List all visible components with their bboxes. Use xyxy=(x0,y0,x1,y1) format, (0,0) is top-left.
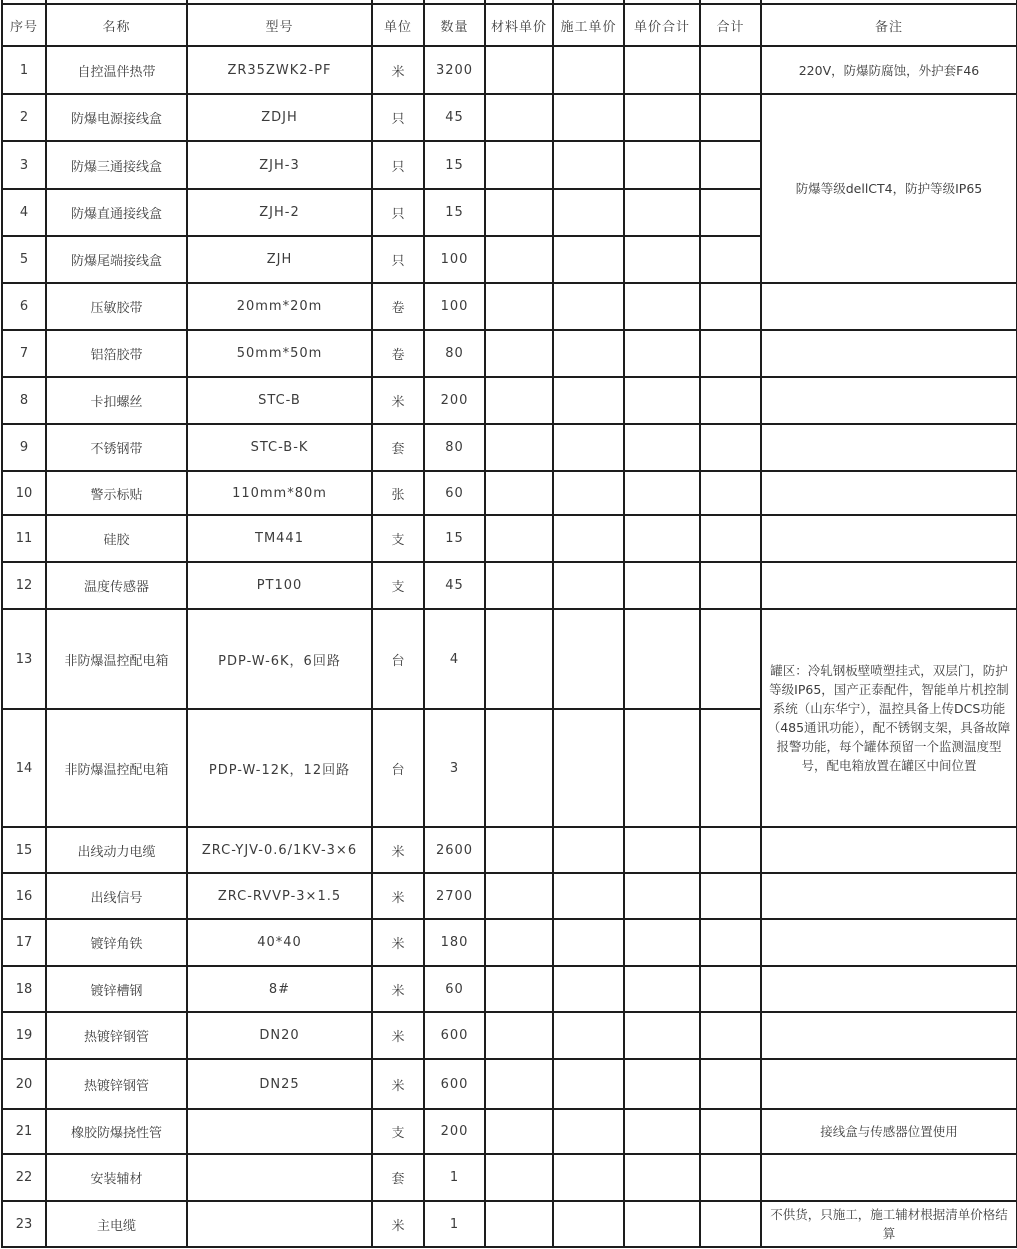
cell-material-price xyxy=(485,919,553,966)
header-total: 合计 xyxy=(700,4,761,46)
cell-remark xyxy=(761,515,1017,562)
cell-remark xyxy=(761,1012,1017,1059)
cell-material-price xyxy=(485,609,553,709)
table-row xyxy=(2,919,1017,966)
cell-unit: 支 xyxy=(372,1109,424,1154)
cell-name: 出线动力电缆 xyxy=(46,827,187,873)
cell-name: 自控温伴热带 xyxy=(46,46,187,94)
header-material-price: 材料单价 xyxy=(485,4,553,46)
cell-name: 镀锌角铁 xyxy=(46,919,187,966)
cell-model: STC-B-K xyxy=(187,424,372,471)
cell-qty: 600 xyxy=(424,1012,485,1059)
cell-unit: 只 xyxy=(372,236,424,283)
table-row xyxy=(2,1154,1017,1201)
cell-model: PDP-W-6K，6回路 xyxy=(187,609,372,709)
cell-construction-price xyxy=(553,94,624,141)
cell-no: 18 xyxy=(2,966,46,1012)
cell-unit: 套 xyxy=(372,424,424,471)
cell-name: 硅胶 xyxy=(46,515,187,562)
cell-material-price xyxy=(485,873,553,919)
cell-unit: 米 xyxy=(372,1059,424,1109)
cell-price-sum xyxy=(624,1201,700,1247)
cell-price-sum xyxy=(624,1059,700,1109)
cell-price-sum xyxy=(624,562,700,609)
cell-construction-price xyxy=(553,189,624,236)
cell-model xyxy=(187,1109,372,1154)
table-row xyxy=(2,1201,1017,1247)
cell-model: 20mm*20m xyxy=(187,283,372,330)
cell-construction-price xyxy=(553,966,624,1012)
cell-name: 防爆电源接线盒 xyxy=(46,94,187,141)
cell-no: 20 xyxy=(2,1059,46,1109)
cell-construction-price xyxy=(553,377,624,424)
cell-qty: 1 xyxy=(424,1201,485,1247)
cell-material-price xyxy=(485,189,553,236)
cell-material-price xyxy=(485,471,553,515)
table-row xyxy=(2,966,1017,1012)
cell-unit: 套 xyxy=(372,1154,424,1201)
cell-total xyxy=(700,1012,761,1059)
cell-unit: 米 xyxy=(372,377,424,424)
cell-unit: 卷 xyxy=(372,283,424,330)
cell-price-sum xyxy=(624,966,700,1012)
cell-remark: 防爆等级dellCT4，防护等级IP65 xyxy=(761,94,1017,283)
cell-qty: 80 xyxy=(424,424,485,471)
cell-unit: 卷 xyxy=(372,330,424,377)
header-unit: 单位 xyxy=(372,4,424,46)
cell-construction-price xyxy=(553,1109,624,1154)
cell-total xyxy=(700,424,761,471)
cell-name: 不锈钢带 xyxy=(46,424,187,471)
cell-remark: 不供货，只施工，施工辅材根据清单价格结算 xyxy=(761,1201,1017,1247)
cell-material-price xyxy=(485,236,553,283)
cell-unit: 米 xyxy=(372,873,424,919)
cell-material-price xyxy=(485,709,553,827)
cell-no: 9 xyxy=(2,424,46,471)
cell-qty: 15 xyxy=(424,141,485,189)
cell-model: DN25 xyxy=(187,1059,372,1109)
cell-no: 23 xyxy=(2,1201,46,1247)
header-price-sum: 单价合计 xyxy=(624,4,700,46)
cell-name: 安装辅材 xyxy=(46,1154,187,1201)
cell-construction-price xyxy=(553,1201,624,1247)
cell-total xyxy=(700,1059,761,1109)
cell-no: 10 xyxy=(2,471,46,515)
cell-construction-price xyxy=(553,46,624,94)
cell-qty: 15 xyxy=(424,189,485,236)
cell-unit: 支 xyxy=(372,562,424,609)
cell-total xyxy=(700,562,761,609)
cell-material-price xyxy=(485,562,553,609)
cell-construction-price xyxy=(553,1059,624,1109)
cell-total xyxy=(700,966,761,1012)
cell-material-price xyxy=(485,141,553,189)
cell-material-price xyxy=(485,1154,553,1201)
cell-remark xyxy=(761,283,1017,330)
cell-material-price xyxy=(485,46,553,94)
cell-price-sum xyxy=(624,827,700,873)
cell-price-sum xyxy=(624,609,700,709)
cell-total xyxy=(700,471,761,515)
cell-construction-price xyxy=(553,609,624,709)
cell-name: 出线信号 xyxy=(46,873,187,919)
cell-name: 橡胶防爆挠性管 xyxy=(46,1109,187,1154)
cell-price-sum xyxy=(624,1154,700,1201)
cell-model: TM441 xyxy=(187,515,372,562)
cell-price-sum xyxy=(624,94,700,141)
cell-no: 14 xyxy=(2,709,46,827)
cell-no: 4 xyxy=(2,189,46,236)
cell-unit: 支 xyxy=(372,515,424,562)
cell-total xyxy=(700,609,761,709)
cell-qty: 80 xyxy=(424,330,485,377)
cell-price-sum xyxy=(624,1109,700,1154)
cell-total xyxy=(700,377,761,424)
cell-qty: 15 xyxy=(424,515,485,562)
cell-construction-price xyxy=(553,141,624,189)
cell-material-price xyxy=(485,827,553,873)
cell-remark xyxy=(761,377,1017,424)
cell-name: 防爆直通接线盒 xyxy=(46,189,187,236)
cell-price-sum xyxy=(624,377,700,424)
cell-model: ZR35ZWK2-PF xyxy=(187,46,372,94)
cell-remark xyxy=(761,873,1017,919)
cell-qty: 600 xyxy=(424,1059,485,1109)
cell-no: 21 xyxy=(2,1109,46,1154)
cell-construction-price xyxy=(553,424,624,471)
cell-qty: 3 xyxy=(424,709,485,827)
cell-no: 19 xyxy=(2,1012,46,1059)
cell-no: 8 xyxy=(2,377,46,424)
cell-material-price xyxy=(485,1012,553,1059)
table-row xyxy=(2,609,1017,709)
table-row xyxy=(2,827,1017,873)
cell-model: ZJH xyxy=(187,236,372,283)
cell-remark xyxy=(761,1059,1017,1109)
cell-construction-price xyxy=(553,283,624,330)
cell-no: 1 xyxy=(2,46,46,94)
cell-qty: 100 xyxy=(424,236,485,283)
cell-remark xyxy=(761,424,1017,471)
header-qty: 数量 xyxy=(424,4,485,46)
cell-no: 7 xyxy=(2,330,46,377)
cell-remark xyxy=(761,471,1017,515)
cell-qty: 45 xyxy=(424,562,485,609)
cell-name: 防爆尾端接线盒 xyxy=(46,236,187,283)
cell-remark xyxy=(761,562,1017,609)
cell-total xyxy=(700,189,761,236)
cell-price-sum xyxy=(624,330,700,377)
cell-name: 镀锌槽钢 xyxy=(46,966,187,1012)
cell-remark xyxy=(761,330,1017,377)
cell-name: 压敏胶带 xyxy=(46,283,187,330)
table-row xyxy=(2,424,1017,471)
table-row xyxy=(2,377,1017,424)
cell-total xyxy=(700,1201,761,1247)
cell-name: 防爆三通接线盒 xyxy=(46,141,187,189)
cell-model: 40*40 xyxy=(187,919,372,966)
table-row xyxy=(2,471,1017,515)
cell-unit: 只 xyxy=(372,189,424,236)
cell-price-sum xyxy=(624,46,700,94)
cell-qty: 200 xyxy=(424,377,485,424)
cell-unit: 米 xyxy=(372,1201,424,1247)
table-row xyxy=(2,873,1017,919)
cell-total xyxy=(700,330,761,377)
cell-material-price xyxy=(485,94,553,141)
cell-qty: 100 xyxy=(424,283,485,330)
cell-qty: 45 xyxy=(424,94,485,141)
cell-no: 13 xyxy=(2,609,46,709)
table-row xyxy=(2,1109,1017,1154)
cell-price-sum xyxy=(624,709,700,827)
cell-model: 110mm*80m xyxy=(187,471,372,515)
cell-material-price xyxy=(485,1059,553,1109)
cell-model: 50mm*50m xyxy=(187,330,372,377)
cell-remark xyxy=(761,919,1017,966)
cell-unit: 米 xyxy=(372,1012,424,1059)
cell-total xyxy=(700,1154,761,1201)
cell-model xyxy=(187,1201,372,1247)
table-row xyxy=(2,1012,1017,1059)
cell-price-sum xyxy=(624,471,700,515)
cell-model: ZJH-3 xyxy=(187,141,372,189)
cell-no: 6 xyxy=(2,283,46,330)
cell-price-sum xyxy=(624,873,700,919)
cell-unit: 米 xyxy=(372,919,424,966)
cell-total xyxy=(700,1109,761,1154)
cell-model: PT100 xyxy=(187,562,372,609)
cell-unit: 只 xyxy=(372,141,424,189)
table-row xyxy=(2,330,1017,377)
cell-construction-price xyxy=(553,1154,624,1201)
cell-unit: 台 xyxy=(372,609,424,709)
header-name: 名称 xyxy=(46,4,187,46)
cell-no: 12 xyxy=(2,562,46,609)
cell-construction-price xyxy=(553,1012,624,1059)
bill-of-materials-table xyxy=(1,0,1017,1248)
cell-name: 铝箔胶带 xyxy=(46,330,187,377)
cell-name: 热镀锌钢管 xyxy=(46,1012,187,1059)
cell-name: 非防爆温控配电箱 xyxy=(46,709,187,827)
cell-material-price xyxy=(485,330,553,377)
cell-total xyxy=(700,515,761,562)
cell-unit: 台 xyxy=(372,709,424,827)
cell-remark: 接线盒与传感器位置使用 xyxy=(761,1109,1017,1154)
cell-model: 8# xyxy=(187,966,372,1012)
cell-qty: 60 xyxy=(424,966,485,1012)
cell-construction-price xyxy=(553,709,624,827)
cell-material-price xyxy=(485,1201,553,1247)
cell-no: 2 xyxy=(2,94,46,141)
cell-price-sum xyxy=(624,919,700,966)
cell-qty: 2700 xyxy=(424,873,485,919)
cell-total xyxy=(700,873,761,919)
cell-model: ZJH-2 xyxy=(187,189,372,236)
table-head xyxy=(2,0,1017,46)
cell-material-price xyxy=(485,966,553,1012)
cell-model: ZDJH xyxy=(187,94,372,141)
cell-total xyxy=(700,709,761,827)
cell-construction-price xyxy=(553,330,624,377)
cell-qty: 60 xyxy=(424,471,485,515)
cell-construction-price xyxy=(553,919,624,966)
cell-no: 3 xyxy=(2,141,46,189)
cell-remark xyxy=(761,1154,1017,1201)
cell-remark: 220V，防爆防腐蚀，外护套F46 xyxy=(761,46,1017,94)
cell-construction-price xyxy=(553,515,624,562)
table-row xyxy=(2,562,1017,609)
cell-model: STC-B xyxy=(187,377,372,424)
table-row xyxy=(2,46,1017,94)
cell-total xyxy=(700,94,761,141)
header-construction-price: 施工单价 xyxy=(553,4,624,46)
cell-no: 11 xyxy=(2,515,46,562)
cell-price-sum xyxy=(624,515,700,562)
cell-qty: 4 xyxy=(424,609,485,709)
cell-construction-price xyxy=(553,562,624,609)
cell-name: 主电缆 xyxy=(46,1201,187,1247)
cell-price-sum xyxy=(624,1012,700,1059)
cell-price-sum xyxy=(624,283,700,330)
cell-no: 17 xyxy=(2,919,46,966)
cell-total xyxy=(700,919,761,966)
cell-construction-price xyxy=(553,236,624,283)
cell-qty: 1 xyxy=(424,1154,485,1201)
cell-name: 警示标贴 xyxy=(46,471,187,515)
table-row xyxy=(2,515,1017,562)
table-row xyxy=(2,283,1017,330)
cell-qty: 2600 xyxy=(424,827,485,873)
cell-construction-price xyxy=(553,873,624,919)
cell-price-sum xyxy=(624,236,700,283)
cell-unit: 米 xyxy=(372,46,424,94)
cell-model: ZRC-YJV-0.6/1KV-3×6 xyxy=(187,827,372,873)
cell-model: PDP-W-12K，12回路 xyxy=(187,709,372,827)
cell-total xyxy=(700,46,761,94)
cell-model: ZRC-RVVP-3×1.5 xyxy=(187,873,372,919)
cell-price-sum xyxy=(624,189,700,236)
cell-no: 5 xyxy=(2,236,46,283)
cell-model: DN20 xyxy=(187,1012,372,1059)
cell-name: 温度传感器 xyxy=(46,562,187,609)
cell-no: 22 xyxy=(2,1154,46,1201)
cell-price-sum xyxy=(624,141,700,189)
header-model: 型号 xyxy=(187,4,372,46)
cell-remark: 罐区：冷轧钢板壁喷塑挂式，双层门，防护等级IP65，国产正泰配件，智能单片机控制系统（山东华宁），温控具备上传DCS功能（485通讯功能），配不锈钢支架，具备故障报警功能，每个罐体预留一个监测温度型号，配电箱放置在罐区中间位置 xyxy=(761,609,1017,827)
cell-material-price xyxy=(485,515,553,562)
cell-remark xyxy=(761,827,1017,873)
cell-material-price xyxy=(485,424,553,471)
cell-total xyxy=(700,283,761,330)
table-body xyxy=(2,46,1017,1247)
table-row xyxy=(2,94,1017,141)
cell-material-price xyxy=(485,283,553,330)
cell-unit: 只 xyxy=(372,94,424,141)
cell-name: 卡扣螺丝 xyxy=(46,377,187,424)
cell-remark xyxy=(761,966,1017,1012)
cell-qty: 180 xyxy=(424,919,485,966)
header-no: 序号 xyxy=(2,4,46,46)
table-row xyxy=(2,1059,1017,1109)
cell-model xyxy=(187,1154,372,1201)
cell-total xyxy=(700,236,761,283)
cell-no: 16 xyxy=(2,873,46,919)
cell-material-price xyxy=(485,1109,553,1154)
cell-total xyxy=(700,141,761,189)
cell-qty: 3200 xyxy=(424,46,485,94)
cell-construction-price xyxy=(553,827,624,873)
cell-name: 热镀锌钢管 xyxy=(46,1059,187,1109)
cell-unit: 米 xyxy=(372,966,424,1012)
header-remark: 备注 xyxy=(761,4,1017,46)
header-row xyxy=(2,4,1017,46)
cell-unit: 米 xyxy=(372,827,424,873)
cell-no: 15 xyxy=(2,827,46,873)
cell-qty: 200 xyxy=(424,1109,485,1154)
cell-name: 非防爆温控配电箱 xyxy=(46,609,187,709)
cell-price-sum xyxy=(624,424,700,471)
cell-construction-price xyxy=(553,471,624,515)
cell-unit: 张 xyxy=(372,471,424,515)
cell-total xyxy=(700,827,761,873)
cell-material-price xyxy=(485,377,553,424)
